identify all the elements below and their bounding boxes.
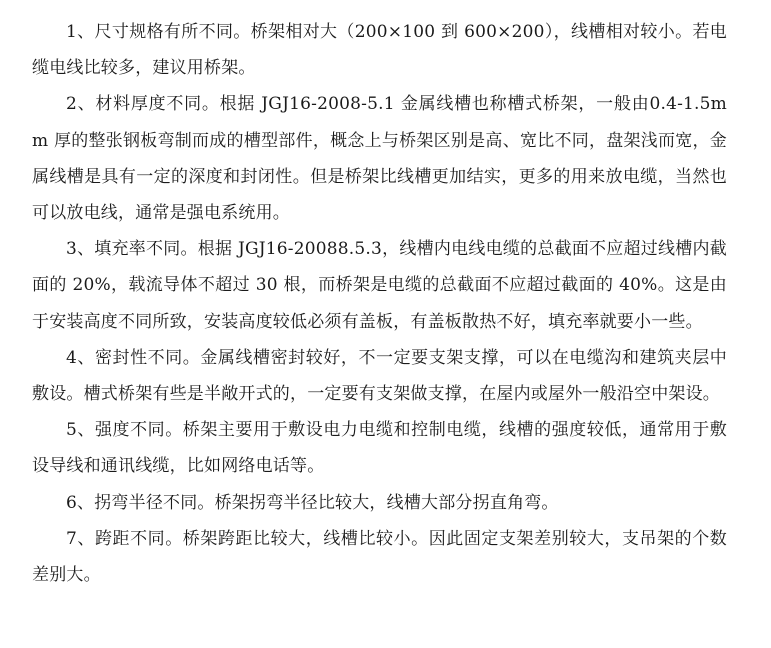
paragraph-material-thickness: 2、材料厚度不同。根据 JGJ16-2008-5.1 金属线槽也称槽式桥架，一般由0.4-1.5mm 厚的整张钢板弯制而成的槽型部件，概念上与桥架区别是高、宽比不同，盘架浅而宽，金属线槽是具有一定的深度和封闭性。但是桥架比线槽更加结实，更多的用来放电缆，当然也可以放电线，通常是强电系统用。 — [32, 94, 727, 224]
paragraph-fill-rate: 3、填充率不同。根据 JGJ16-20088.5.3，线槽内电线电缆的总截面不应超过线槽内截面的 20%，载流导体不超过 30 根，而桥架是电缆的总截面不应超过截面的 40%。这是由于安装高度不同所致，安装高度较低必须有盖板，有盖板散热不好，填充率就要小一些。 — [32, 239, 727, 332]
paragraph-bend-radius: 6、拐弯半径不同。桥架拐弯半径比较大，线槽大部分拐直角弯。 — [66, 492, 559, 513]
paragraph-strength: 5、强度不同。桥架主要用于敷设电力电缆和控制电缆，线槽的强度较低，通常用于敷设导线和通讯线缆，比如网络电话等。 — [32, 420, 727, 477]
paragraph-sealing: 4、密封性不同。金属线槽密封较好，不一定要支架支撑，可以在电缆沟和建筑夹层中敷设。槽式桥架有些是半敞开式的，一定要有支架做支撑，在屋内或屋外一般沿空中架设。 — [32, 347, 727, 405]
paragraph-span: 7、跨距不同。桥架跨距比较大，线槽比较小。因此固定支架差别较大，支吊架的个数差别大。 — [32, 528, 727, 586]
paragraph-size: 1、尺寸规格有所不同。桥架相对大（200×100 到 600×200），线槽相对较小。若电缆电线比较多，建议用桥架。 — [32, 22, 727, 79]
